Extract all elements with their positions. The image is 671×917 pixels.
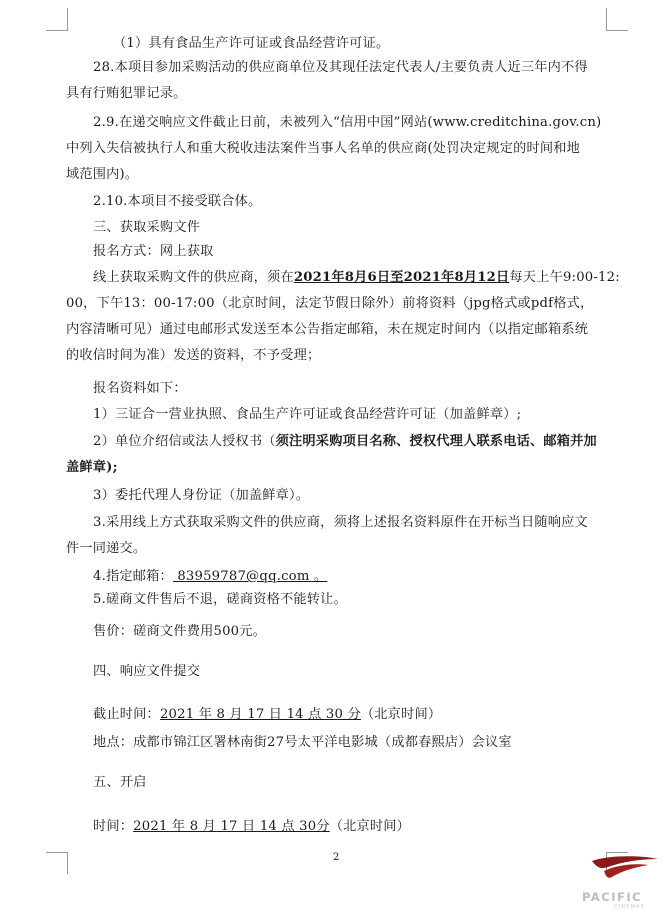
designated-email-label: 4.指定邮箱：: [93, 569, 173, 584]
crop-mark-top-left-v: [67, 8, 68, 30]
material-item-2-note: 须注明采购项目名称、授权代理人联系电话、邮箱并加: [275, 434, 597, 449]
opening-time: 2021 年 8 月 17 日 14 点 30分: [133, 819, 330, 834]
crop-mark-top-left-h: [46, 30, 68, 31]
online-acquisition-line-3: 内容清晰可见）通过电邮形式发送至本公告指定邮箱，未在规定时间内（以指定邮箱系统: [66, 322, 589, 337]
material-item-2-cont: 盖鲜章);: [66, 460, 118, 475]
online-acquisition-intro: 线上获取采购文件的供应商，须在: [93, 270, 294, 285]
clause-3: 3.采用线上方式获取采购文件的供应商，须将上述报名资料原件在开标当日随响应文: [93, 515, 588, 530]
online-acquisition-line-1: [93, 268, 620, 288]
clause-3-cont: 件一同递交。: [66, 541, 147, 556]
clause-5: 5.磋商文件售后不退，磋商资格不能转让。: [93, 592, 347, 607]
clause-2-8-cont: 具有行贿犯罪记录。: [66, 86, 187, 101]
page-number: 2: [333, 852, 340, 863]
clause-2-8: 28.本项目参加采购活动的供应商单位及其现任法定代表人/主要负责人近三年内不得: [93, 60, 588, 75]
material-item-3: 3）委托代理人身份证（加盖鲜章）。: [93, 488, 310, 503]
registration-method: 报名方式：网上获取: [93, 244, 214, 259]
acquisition-date-range: 2021年8月6日至2021年8月12日: [293, 270, 510, 285]
crop-mark-bottom-left-h: [46, 852, 68, 853]
section-4-heading: 四、响应文件提交: [93, 664, 201, 679]
acquisition-time-start: 每天上午9:00-12:: [509, 270, 620, 285]
clause-2-9-cont-2: 域范围内)。: [66, 167, 139, 182]
price-line: 售价：磋商文件费用500元。: [93, 624, 267, 639]
clause-2-9: 2.9.在递交响应文件截止日前，未被列入“信用中国”网站(www.creditchina.gov.cn): [93, 115, 602, 130]
online-acquisition-line-2: 00，下午13：00-17:00（北京时间，法定节假日除外）前将资料（jpg格式或pdf格式，: [66, 296, 594, 311]
registration-materials-heading: 报名资料如下：: [93, 381, 187, 396]
deadline-label: 截止时间：: [93, 707, 160, 722]
opening-time-line: [93, 817, 410, 837]
deadline-time: 2021 年 8 月 17 日 14 点 30 分: [159, 707, 361, 722]
opening-time-label: 时间：: [93, 819, 134, 834]
section-5-heading: 五、开启: [93, 775, 147, 790]
logo-subtext: CINEMAS: [614, 904, 646, 910]
designated-email-address: 83959787@qq.com 。: [172, 569, 328, 584]
online-acquisition-line-4: 的收信时间为准）发送的资料，不予受理；: [66, 348, 321, 363]
deadline-line: [93, 705, 441, 725]
material-item-2: [93, 432, 597, 452]
crop-mark-top-right-v: [606, 8, 607, 30]
opening-time-timezone: （北京时间）: [329, 819, 411, 834]
material-item-1: 1）三证合一营业执照、食品生产许可证或食品经营许可证（加盖鲜章）;: [93, 407, 522, 422]
designated-email-line: [93, 567, 327, 587]
qualification-item-1: （1）具有食品生产许可证或食品经营许可证。: [113, 36, 390, 51]
section-3-heading: 三、获取采购文件: [93, 220, 201, 235]
crop-mark-bottom-left-v: [67, 852, 68, 874]
deadline-timezone: （北京时间）: [360, 707, 442, 722]
clause-2-9-cont-1: 中列入失信被执行人和重大税收违法案件当事人名单的供应商(处罚决定规定的时间和地: [66, 141, 581, 156]
material-item-2-prefix: 2）单位介绍信或法人授权书（: [93, 434, 276, 449]
logo-text: PACIFIC: [582, 890, 643, 904]
crop-mark-top-right-h: [606, 30, 628, 31]
clause-2-10: 2.10.本项目不接受联合体。: [93, 194, 262, 209]
location-line: 地点：成都市锦江区署林南街27号太平洋电影城（成都春熙店）会议室: [93, 735, 512, 750]
